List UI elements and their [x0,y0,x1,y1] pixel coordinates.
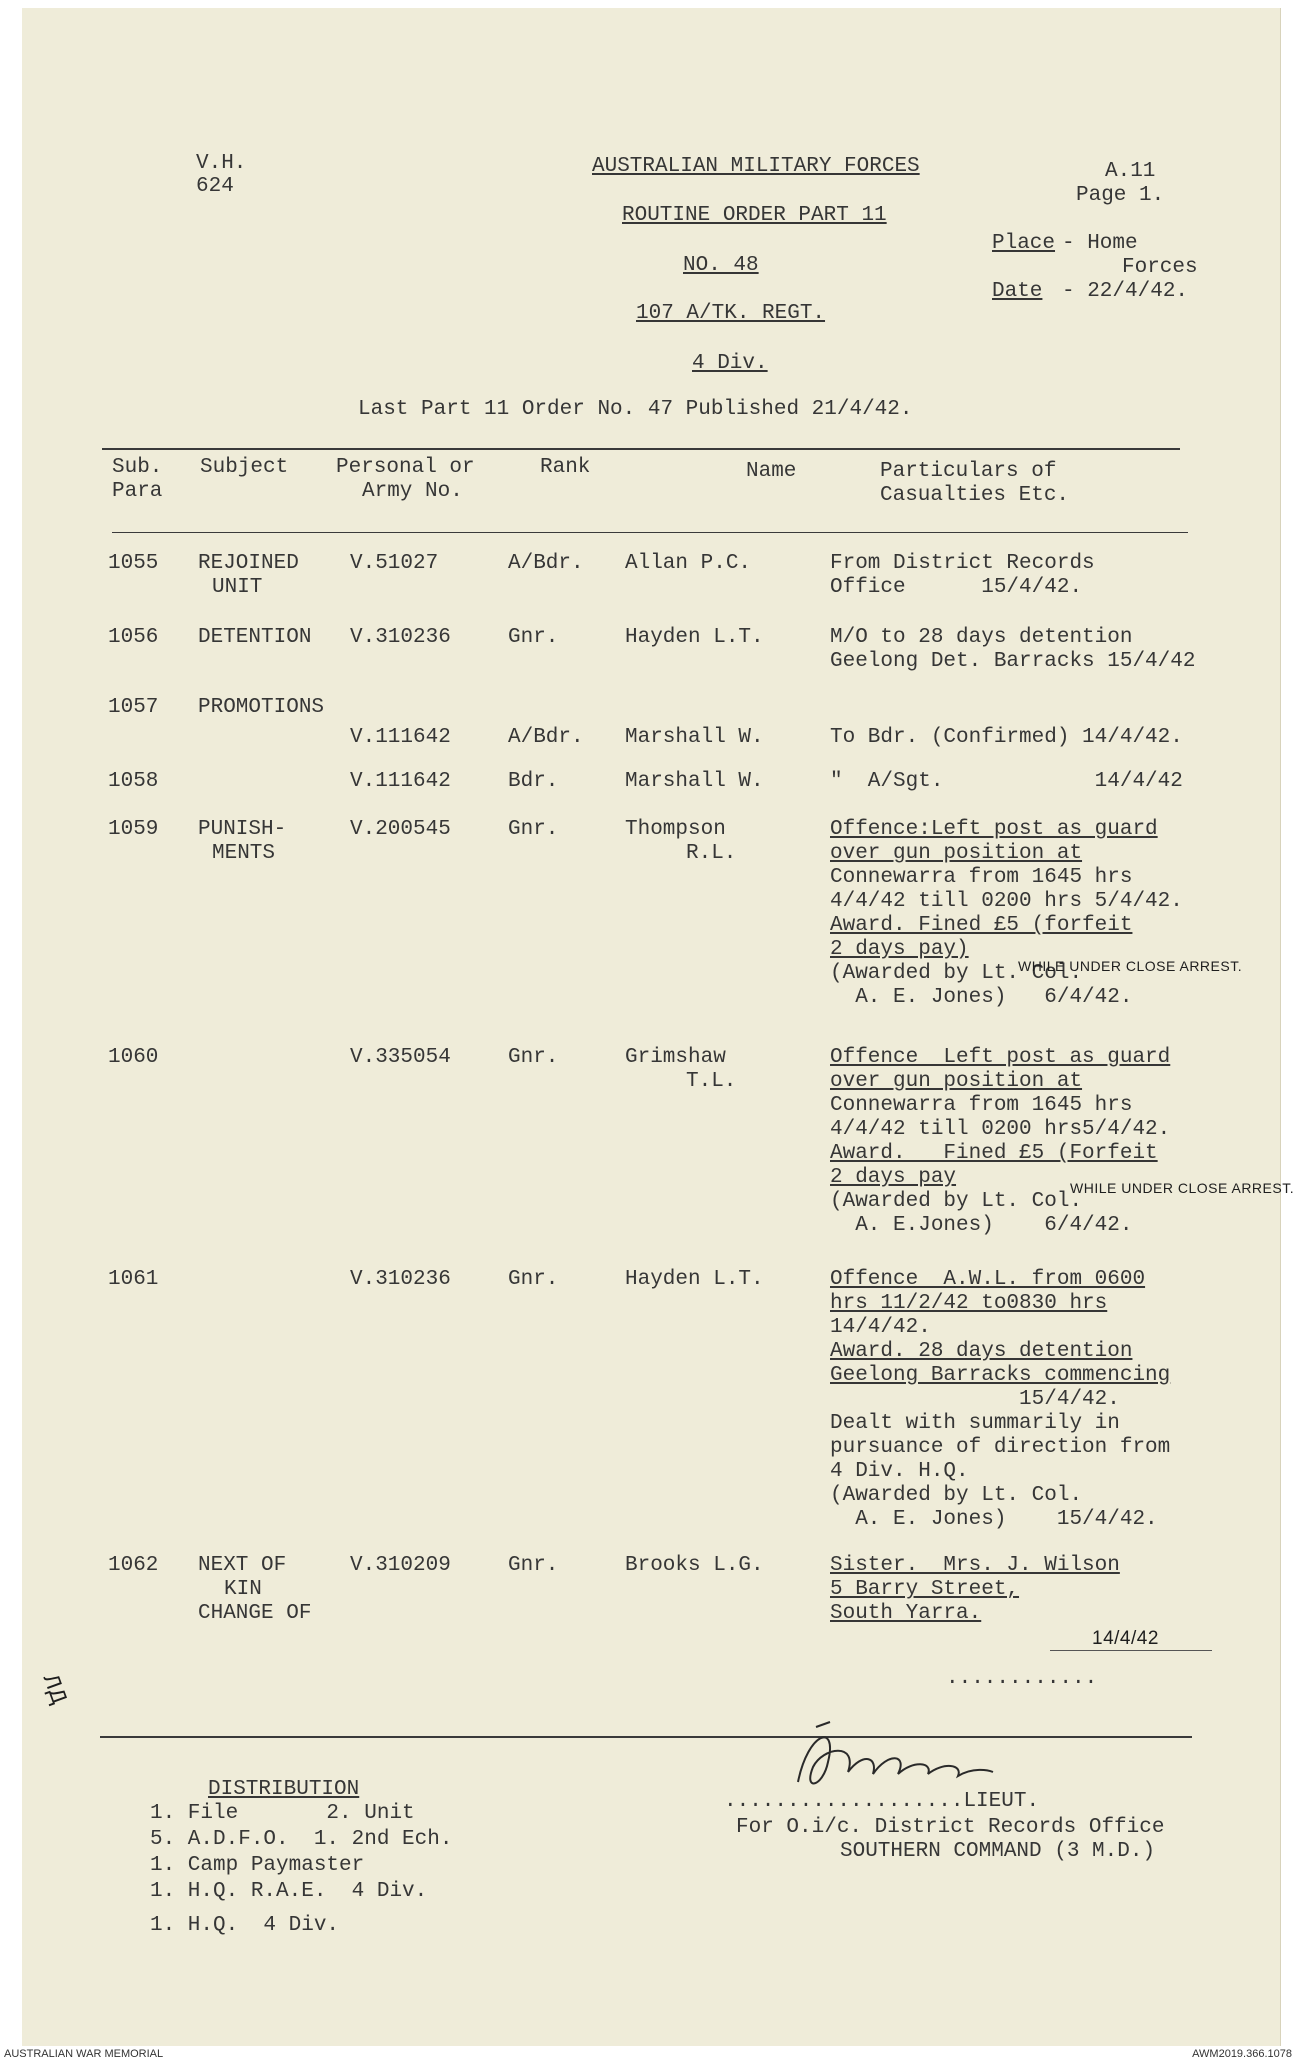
row-particulars: Geelong Det. Barracks 15/4/42 [830,650,1196,673]
row-particulars: (Awarded by Lt. Col. [830,1484,1083,1507]
row-rank: A/Bdr. [508,552,584,575]
row-name: R.L. [686,842,737,865]
row-particulars: Geelong Barracks commencing [830,1364,1171,1387]
unit-name: 107 A/TK. REGT. [636,302,826,325]
row-particulars: over gun position at [830,842,1083,865]
row-particulars: pursuance of direction from [830,1436,1171,1459]
row-particulars: 5 Barry Street, [830,1578,1020,1601]
row-name: Grimshaw [625,1046,726,1069]
row-subject: PROMOTIONS [198,696,325,719]
col-name: Name [746,460,797,483]
distribution-item: 1. File 2. Unit [150,1802,415,1825]
row-particulars: over gun position at [830,1070,1083,1093]
row-subject: NEXT OF [198,1554,287,1577]
date-label: Date [992,280,1043,303]
row-particulars: 2 days pay) [830,938,969,961]
row-particulars: 15/4/42. [830,1388,1120,1411]
row-particulars: Connewarra from 1645 hrs [830,866,1133,889]
row-particulars: (Awarded by Lt. Col. [830,962,1083,985]
col-army-no-2: Army No. [362,480,463,503]
row-particulars: Offence Left post as guard [830,1046,1171,1069]
row-para: 1058 [108,770,159,793]
row-subject: MENTS [212,842,276,865]
row-name: Brooks L.G. [625,1554,764,1577]
row-name: Marshall W. [625,726,764,749]
handwritten-note-1059: WHILE UNDER CLOSE ARREST. [1018,958,1243,974]
handwritten-date-1062: 14/4/42 [1092,1628,1159,1649]
row-name: Hayden L.T. [625,626,764,649]
row-para: 1059 [108,818,159,841]
row-particulars: Connewarra from 1645 hrs [830,1094,1133,1117]
place-value: - Home [1062,232,1138,255]
handwritten-underline [1050,1650,1212,1651]
distribution-item: 1. Camp Paymaster [150,1854,365,1877]
row-army-no: V.310236 [350,1268,451,1291]
document-title: AUSTRALIAN MILITARY FORCES [592,155,920,178]
row-name: T.L. [686,1070,737,1093]
row-particulars: Award. Fined £5 (forfeit [830,914,1133,937]
division-name: 4 Div. [692,352,768,375]
row-subject: DETENTION [198,626,312,649]
row-para: 1062 [108,1554,159,1577]
signature-command: SOUTHERN COMMAND (3 M.D.) [840,1840,1156,1863]
form-ref: A.11 [1105,160,1156,183]
row-particulars: Sister. Mrs. J. Wilson [830,1554,1120,1577]
row-army-no: V.111642 [350,726,451,749]
col-para: Para [112,480,163,503]
row-name: Thompson [625,818,726,841]
date-value: - 22/4/42. [1062,280,1189,303]
footer-right: AWM2019.366.1078 [1192,2048,1292,2060]
row-particulars: Offence A.W.L. from 0600 [830,1268,1146,1291]
order-number: NO. 48 [683,254,759,277]
footer-left: AUSTRALIAN WAR MEMORIAL [4,2048,164,2060]
last-order-line: Last Part 11 Order No. 47 Published 21/4/42. [358,398,913,421]
signature-for: For O.i/c. District Records Office [736,1816,1165,1839]
row-particulars: 4 Div. H.Q. [830,1460,969,1483]
row-particulars: " A/Sgt. 14/4/42 [830,770,1183,793]
row-rank: Gnr. [508,1268,559,1291]
row-rank: A/Bdr. [508,726,584,749]
file-ref: V.H. [196,152,247,175]
file-no: 624 [196,175,234,198]
row-subject: CHANGE OF [198,1602,312,1625]
row-particulars: Award. 28 days detention [830,1340,1133,1363]
handwritten-note-1060: WHILE UNDER CLOSE ARREST. [1070,1180,1295,1196]
bottom-rule [100,1736,1192,1738]
distribution-item: 5. A.D.F.O. 1. 2nd Ech. [150,1828,453,1851]
row-para: 1055 [108,552,159,575]
row-subject: REJOINED [198,552,299,575]
row-particulars: A. E. Jones) 15/4/42. [830,1508,1158,1531]
row-subject: PUNISH- [198,818,287,841]
end-dots: ............ [946,1667,1098,1690]
page-number: Page 1. [1076,184,1165,207]
row-army-no: V.111642 [350,770,451,793]
row-particulars: Dealt with summarily in [830,1412,1120,1435]
row-rank: Gnr. [508,1046,559,1069]
row-rank: Bdr. [508,770,559,793]
row-particulars: Office 15/4/42. [830,576,1083,599]
distribution-title: DISTRIBUTION [208,1778,360,1801]
distribution-item: 1. H.Q. R.A.E. 4 Div. [150,1880,428,1903]
footer-bar [0,2047,1300,2061]
row-para: 1056 [108,626,159,649]
row-particulars: Offence:Left post as guard [830,818,1158,841]
row-particulars: Award. Fined £5 (Forfeit [830,1142,1158,1165]
row-particulars: To Bdr. (Confirmed) 14/4/42. [830,726,1183,749]
row-name: Hayden L.T. [625,1268,764,1291]
place-label: Place [992,232,1056,255]
row-para: 1061 [108,1268,159,1291]
row-name: Allan P.C. [625,552,752,575]
row-army-no: V.200545 [350,818,451,841]
row-particulars: From District Records [830,552,1095,575]
row-army-no: V.310236 [350,626,451,649]
row-particulars: A. E.Jones) 6/4/42. [830,1214,1133,1237]
margin-initials: ЛД [38,1670,73,1708]
row-rank: Gnr. [508,626,559,649]
row-particulars: South Yarra. [830,1602,982,1625]
document-subtitle: ROUTINE ORDER PART 11 [622,204,887,227]
row-para: 1057 [108,696,159,719]
row-rank: Gnr. [508,1554,559,1577]
col-particulars-1: Particulars of [880,460,1057,483]
col-rank: Rank [540,456,591,479]
row-name: Marshall W. [625,770,764,793]
col-sub: Sub. [112,456,163,479]
row-particulars: 4/4/42 till 0200 hrs 5/4/42. [830,890,1183,913]
row-army-no: V.51027 [350,552,439,575]
col-particulars-2: Casualties Etc. [880,484,1070,507]
row-particulars: (Awarded by Lt. Col. [830,1190,1083,1213]
row-subject: UNIT [212,576,263,599]
col-subject: Subject [200,456,289,479]
top-rule [102,448,1180,450]
row-particulars: 2 days pay [830,1166,957,1189]
signature-line: ...................LIEUT. [724,1790,1040,1813]
place-value-2: Forces [1122,256,1198,279]
row-army-no: V.310209 [350,1554,451,1577]
row-army-no: V.335054 [350,1046,451,1069]
distribution-item: 1. H.Q. 4 Div. [150,1914,340,1937]
row-para: 1060 [108,1046,159,1069]
row-particulars: M/O to 28 days detention [830,626,1133,649]
row-particulars: 14/4/42. [830,1316,931,1339]
signature-mark [768,1712,1008,1802]
row-rank: Gnr. [508,818,559,841]
row-particulars: 4/4/42 till 0200 hrs5/4/42. [830,1118,1171,1141]
row-subject: KIN [224,1578,262,1601]
row-particulars: A. E. Jones) 6/4/42. [830,986,1133,1009]
row-particulars: hrs 11/2/42 to0830 hrs [830,1292,1108,1315]
header-rule [112,532,1188,533]
col-army-no-1: Personal or [336,456,475,479]
